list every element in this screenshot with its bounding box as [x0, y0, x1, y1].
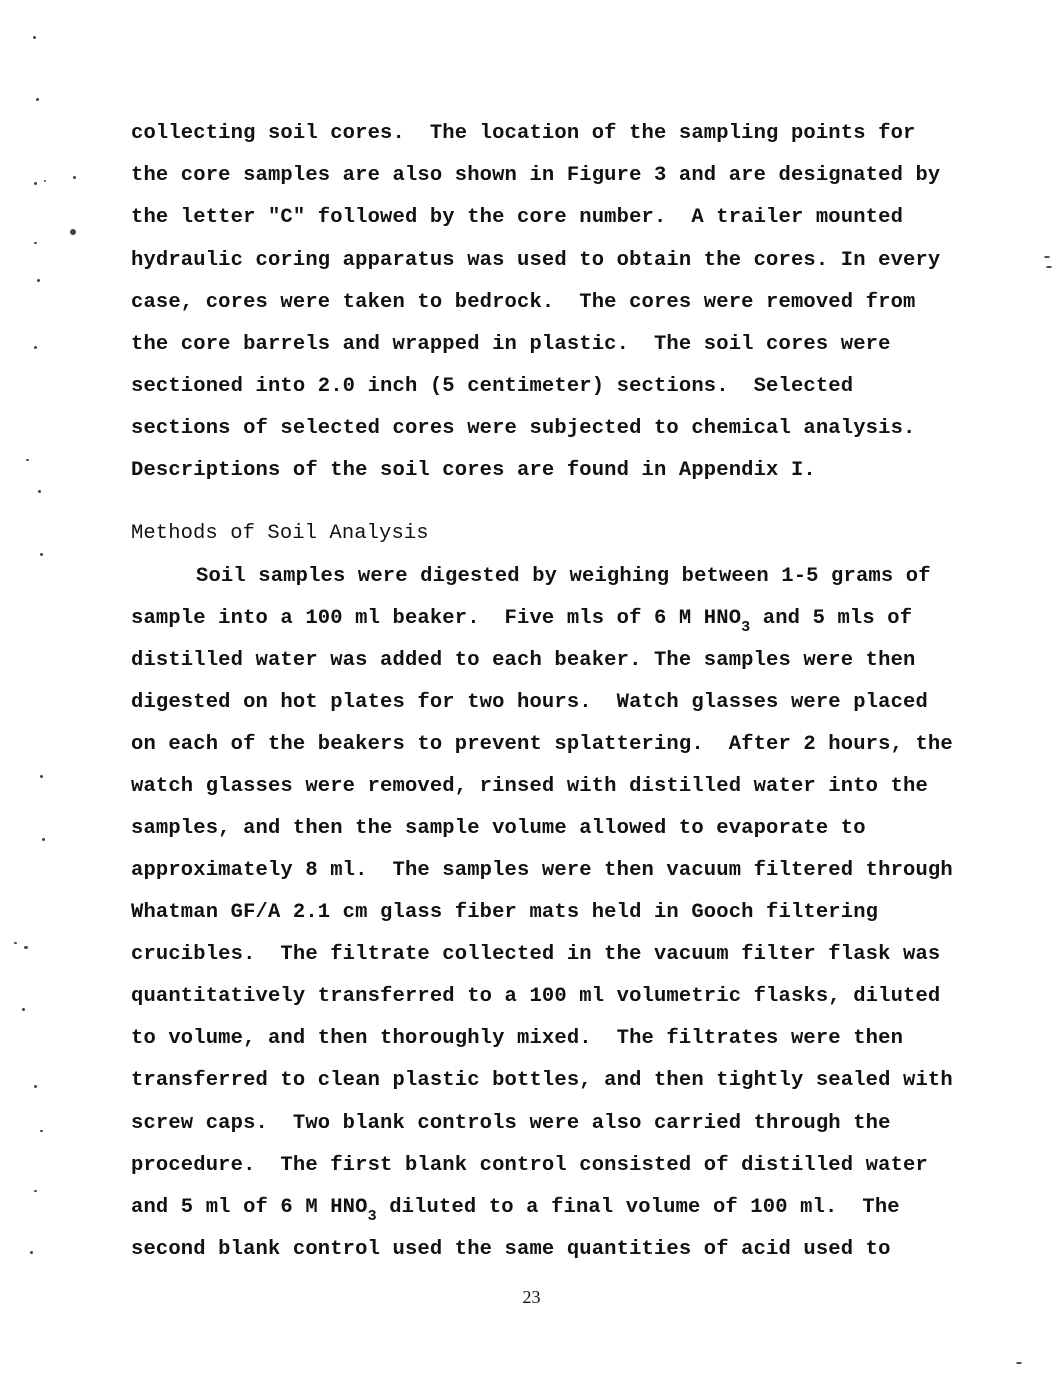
text-line: watch glasses were removed, rinsed with distilled water into the [131, 775, 928, 798]
subscript: 3 [367, 1208, 377, 1225]
text-segment: sample into a 100 ml beaker. Five mls of 6 M HNO [131, 607, 742, 630]
text-line: digested on hot plates for two hours. Watch glasses were placed [131, 691, 928, 714]
text-line: the core samples are also shown in Figure 3 and are designated by [131, 164, 941, 187]
scan-speck [34, 1190, 37, 1192]
scan-speck [1044, 256, 1050, 258]
scan-speck [24, 946, 28, 949]
scan-speck [26, 459, 29, 461]
scan-speck [1046, 266, 1052, 268]
scan-speck [40, 1130, 43, 1132]
text-line: the core barrels and wrapped in plastic. The soil cores were [131, 333, 891, 356]
text-line: distilled water was added to each beaker. The samples were then [131, 649, 916, 672]
text-line: collecting soil cores. The location of the sampling points for [131, 122, 916, 145]
scan-speck [30, 1251, 33, 1254]
scan-speck [34, 182, 37, 185]
scan-speck [73, 176, 76, 179]
text-line: quantitatively transferred to a 100 ml volumetric flasks, diluted [131, 985, 941, 1008]
scan-speck [34, 346, 37, 349]
text-segment: and 5 ml of 6 M HNO [131, 1196, 368, 1219]
scan-speck [40, 553, 43, 556]
scan-speck [14, 942, 17, 944]
scan-speck [37, 279, 40, 282]
text-line: the letter "C" followed by the core number. A trailer mounted [131, 206, 904, 229]
text-line: sections of selected cores were subjected to chemical analysis. [131, 417, 916, 440]
text-line: to volume, and then thoroughly mixed. The filtrates were then [131, 1027, 904, 1050]
text-line: second blank control used the same quantities of acid used to [131, 1238, 891, 1261]
text-line: samples, and then the sample volume allowed to evaporate to [131, 817, 866, 840]
text-line: sectioned into 2.0 inch (5 centimeter) sections. Selected [131, 375, 854, 398]
scan-speck [70, 229, 76, 235]
text-line: on each of the beakers to prevent splattering. After 2 hours, the [131, 733, 953, 756]
subscript: 3 [741, 619, 751, 636]
text-line: hydraulic coring apparatus was used to obtain the cores. In every [131, 249, 941, 272]
text-line: transferred to clean plastic bottles, and then tightly sealed with [131, 1069, 953, 1092]
text-line: approximately 8 ml. The samples were then vacuum filtered through [131, 859, 953, 882]
text-line: screw caps. Two blank controls were also carried through the [131, 1112, 891, 1135]
scan-speck [34, 242, 37, 244]
text-line [131, 1196, 900, 1225]
text-segment: and 5 mls of [750, 607, 913, 630]
text-line [131, 607, 913, 636]
page-number: 23 [522, 1287, 541, 1307]
text-segment: diluted to a final volume of 100 ml. The [376, 1196, 900, 1219]
scan-speck [40, 775, 43, 778]
scan-speck [44, 180, 46, 182]
scan-speck [36, 98, 39, 101]
scan-speck [34, 1085, 37, 1088]
scan-speck [22, 1008, 25, 1011]
scan-speck [42, 838, 45, 841]
text-line: Soil samples were digested by weighing between 1-5 grams of [196, 565, 931, 588]
text-line: crucibles. The filtrate collected in the vacuum filter flask was [131, 943, 941, 966]
text-line: Whatman GF/A 2.1 cm glass fiber mats held in Gooch filtering [131, 901, 879, 924]
scan-speck [38, 490, 41, 493]
scan-speck [1016, 1362, 1022, 1364]
text-line: procedure. The first blank control consisted of distilled water [131, 1154, 928, 1177]
text-line: Descriptions of the soil cores are found in Appendix I. [131, 459, 816, 482]
text-line: case, cores were taken to bedrock. The cores were removed from [131, 291, 916, 314]
section-heading: Methods of Soil Analysis [131, 522, 429, 545]
scan-speck [33, 36, 36, 39]
